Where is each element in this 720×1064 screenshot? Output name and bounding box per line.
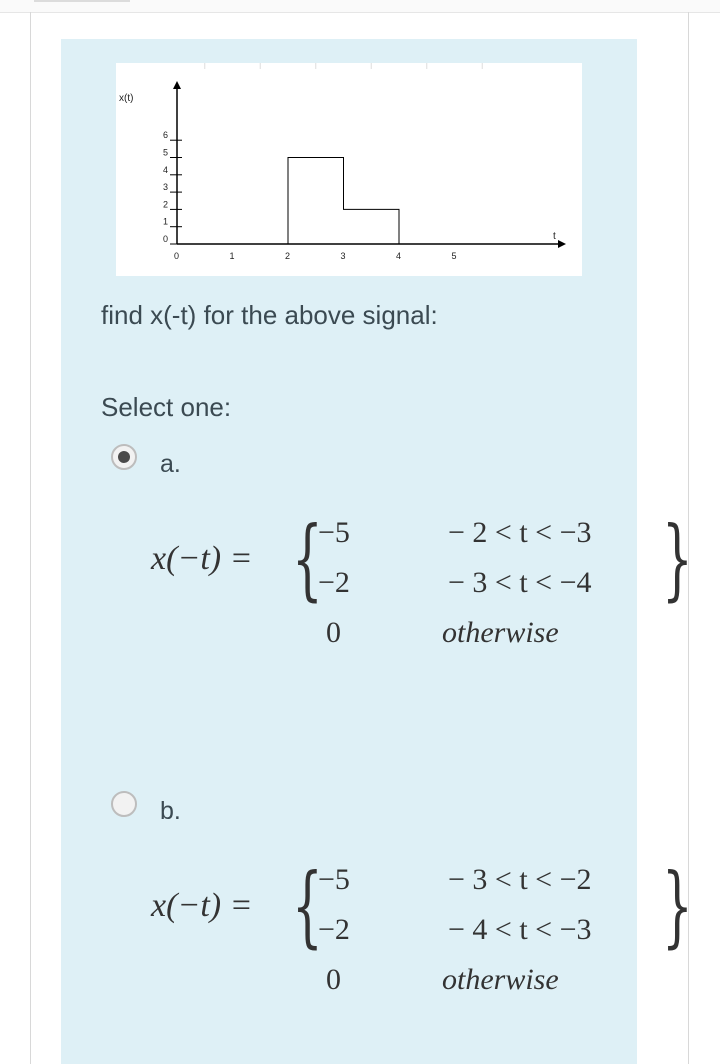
x-tick-label: 4 bbox=[396, 251, 402, 261]
option-b-condition-3: otherwise bbox=[442, 963, 559, 996]
x-axis-label: t bbox=[553, 231, 556, 242]
option-b-value-3: 0 bbox=[326, 963, 341, 996]
frame-border-left bbox=[30, 12, 31, 1064]
radio-checked-dot bbox=[118, 451, 130, 463]
y-tick-label: 4 bbox=[163, 164, 169, 175]
option-a-letter: a. bbox=[160, 450, 181, 478]
x-tick-label: 2 bbox=[285, 251, 291, 261]
radio-option-b[interactable] bbox=[111, 791, 137, 817]
option-b-left-brace: { bbox=[292, 854, 323, 957]
y-tick-label: 5 bbox=[163, 147, 169, 158]
option-a-value-2: −2 bbox=[318, 566, 350, 599]
option-a-value-1: −5 bbox=[318, 516, 350, 549]
option-b-condition-1: − 3 < t < −2 bbox=[448, 863, 592, 896]
select-one-label: Select one: bbox=[101, 392, 232, 422]
option-b-value-1: −5 bbox=[318, 863, 350, 896]
option-b-lhs: x(−t) = bbox=[151, 887, 253, 924]
y-tick-label: 1 bbox=[163, 216, 169, 227]
option-a-left-brace: { bbox=[292, 507, 323, 610]
x-tick-label: 1 bbox=[229, 251, 235, 261]
y-tick-label: 0 bbox=[163, 234, 169, 244]
option-b-condition-2: − 4 < t < −3 bbox=[448, 913, 592, 946]
x-tick-label: 3 bbox=[340, 251, 346, 261]
option-a-condition-2: − 3 < t < −4 bbox=[448, 566, 592, 599]
x-axis-arrow bbox=[558, 240, 566, 248]
option-b-right-brace: } bbox=[662, 854, 693, 957]
y-axis-label: x(t) bbox=[119, 93, 134, 104]
signal-waveform bbox=[177, 158, 455, 245]
x-tick-label: 5 bbox=[451, 251, 457, 261]
signal-plot bbox=[116, 63, 582, 276]
radio-option-a[interactable] bbox=[111, 444, 137, 470]
y-tick-label: 3 bbox=[163, 182, 169, 193]
option-a-lhs: x(−t) = bbox=[151, 540, 253, 577]
y-tick-label: 2 bbox=[163, 199, 169, 210]
signal-figure bbox=[116, 63, 582, 276]
option-a-right-brace: } bbox=[662, 507, 693, 610]
question-text: find x(-t) for the above signal: bbox=[101, 300, 438, 330]
x-tick-label: 0 bbox=[174, 251, 180, 261]
top-tab-indicator bbox=[34, 0, 130, 2]
option-a-condition-1: − 2 < t < −3 bbox=[448, 516, 592, 549]
y-axis-arrow bbox=[173, 81, 181, 89]
y-tick-label: 6 bbox=[163, 130, 169, 141]
option-a-value-3: 0 bbox=[326, 616, 341, 649]
option-a-condition-3: otherwise bbox=[442, 616, 559, 649]
option-b-letter: b. bbox=[160, 797, 181, 825]
option-b-value-2: −2 bbox=[318, 913, 350, 946]
